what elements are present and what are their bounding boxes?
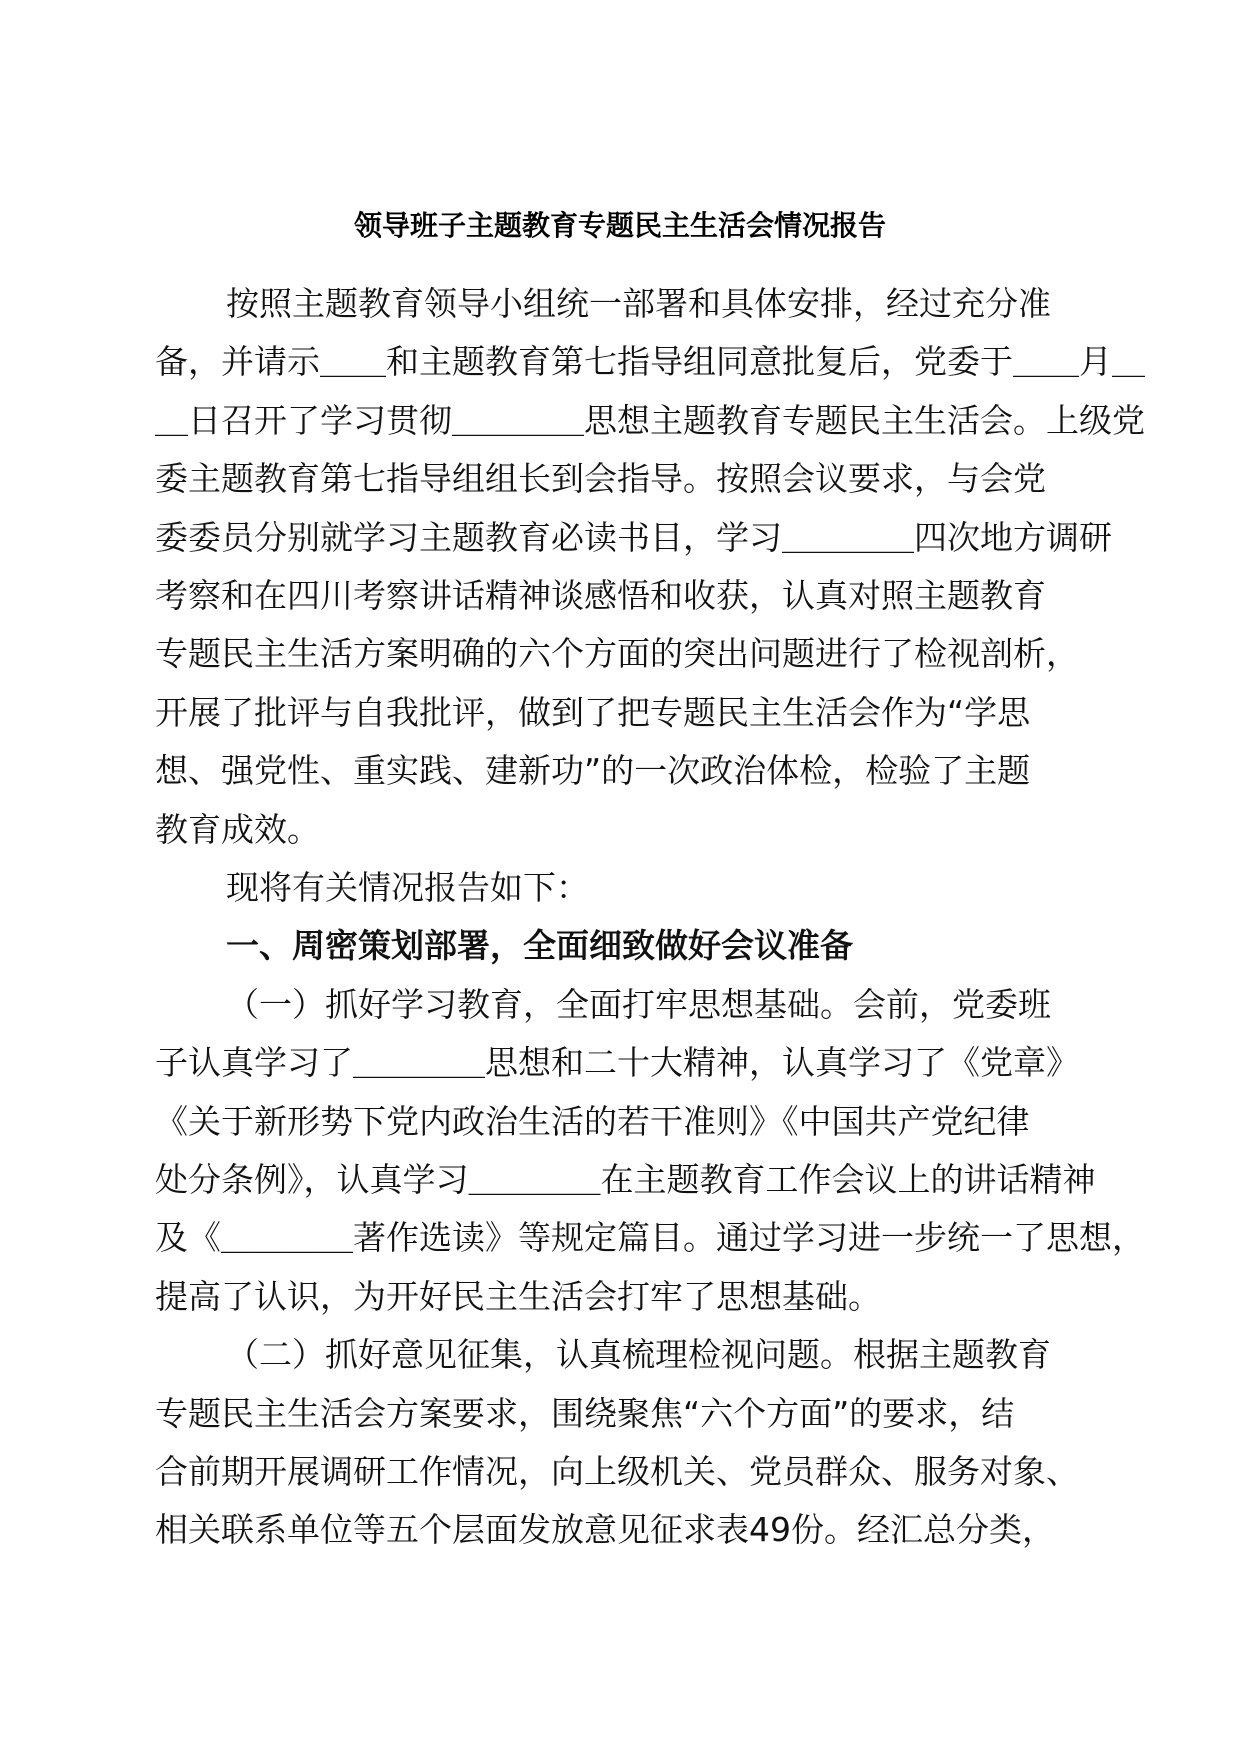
paragraph-line: 合前期开展调研工作情况，向上级机关、党员群众、服务对象、: [155, 1452, 1079, 1491]
paragraph-line: 委主题教育第七指导组组长到会指导。按照会议要求，与会党: [155, 459, 1046, 499]
paragraph-line: 考察和在四川考察讲话精神谈感悟和收获，认真对照主题教育: [155, 576, 1046, 615]
paragraph-line: （一）抓好学习教育，全面打牢思想基础。会前，党委班: [226, 984, 1051, 1024]
paragraph-line: 相关联系单位等五个层面发放意见征求表49份。经汇总分类，: [155, 1510, 1055, 1550]
paragraph-line: 专题民主生活方案明确的六个方面的突出问题进行了检视剖析，: [155, 634, 1079, 674]
paragraph-line: 委委员分别就学习主题教育必读书目，学习＿＿＿＿四次地方调研: [155, 517, 1112, 557]
paragraph-line: （二）抓好意见征集，认真梳理检视问题。根据主题教育: [226, 1335, 1051, 1375]
paragraph-line: 及《＿＿＿＿著作选读》等规定篇目。通过学习进一步统一了思想，: [155, 1218, 1145, 1258]
paragraph-line: 子认真学习了＿＿＿＿思想和二十大精神，认真学习了《党章》: [155, 1043, 1079, 1083]
document-title: 领导班子主题教育专题民主生活会情况报告: [353, 209, 886, 242]
paragraph-line: 处分条例》，认真学习＿＿＿＿在主题教育工作会议上的讲话精神: [155, 1160, 1096, 1199]
section-heading: 一、周密策划部署，全面细致做好会议准备: [226, 926, 853, 966]
paragraph-line: 按照主题教育领导小组统一部署和具体安排，经过充分准: [226, 284, 1051, 323]
paragraph-line: 想、强党性、重实践、建新功”的一次政治体检，检验了主题: [155, 751, 1031, 791]
paragraph-line: 现将有关情况报告如下：: [226, 868, 589, 907]
paragraph-line: 教育成效。: [155, 809, 320, 849]
paragraph-line: 专题民主生活会方案要求，围绕聚焦“六个方面”的要求，结: [155, 1393, 1015, 1433]
paragraph-line: 《关于新形势下党内政治生活的若干准则》《中国共产党纪律: [155, 1101, 1030, 1141]
paragraph-line: 备，并请示＿＿和主题教育第七指导组同意批复后，党委于＿＿月＿: [155, 342, 1145, 382]
paragraph-line: 提高了认识，为开好民主生活会打牢了思想基础。: [155, 1276, 881, 1316]
paragraph-line: ＿日召开了学习贯彻＿＿＿＿思想主题教育专题民主生活会。上级党: [155, 400, 1145, 440]
paragraph-line: 开展了批评与自我批评，做到了把专题民主生活会作为“学思: [155, 692, 1031, 732]
